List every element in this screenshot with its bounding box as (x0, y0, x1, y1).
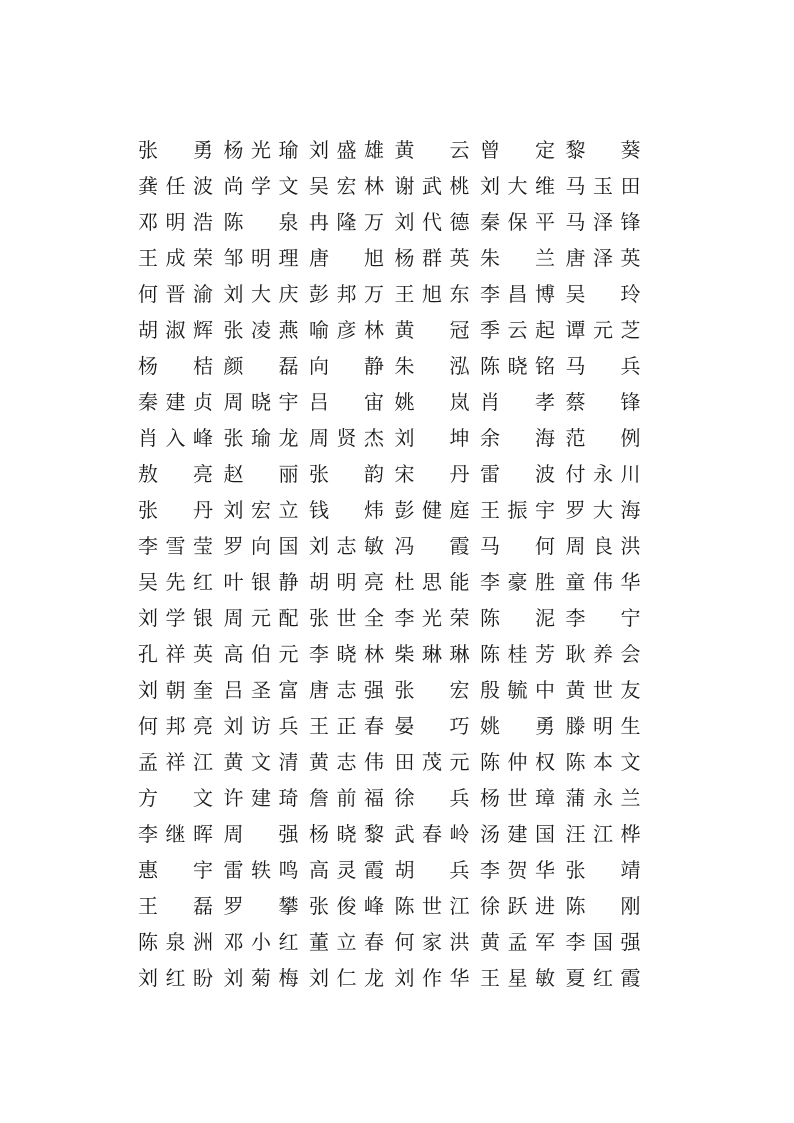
name-entry: 许 建 琦 (223, 786, 299, 810)
name-entry: 陈 晓 铭 (480, 354, 555, 378)
name-entry: 刘 代 德 (394, 210, 470, 234)
name-entry: 陈 本 文 (565, 750, 641, 774)
name-entry: 李 继 晖 (138, 822, 213, 846)
name-entry: 季 云 起 (480, 318, 555, 342)
name-entry: 刘 盛 雄 (309, 138, 384, 162)
name-entry: 李 国 强 (565, 930, 641, 954)
name-entry: 雷 波 (480, 462, 555, 486)
name-entry: 冯 霞 (394, 534, 470, 558)
name-entry: 陈 仲 权 (480, 750, 555, 774)
name-entry: 汪 江 桦 (565, 822, 641, 846)
name-entry: 刘 坤 (394, 426, 470, 450)
name-entry: 杜 思 能 (394, 570, 470, 594)
name-entry: 刘 访 兵 (223, 714, 299, 738)
name-entry: 李 昌 博 (480, 282, 555, 306)
name-entry: 陈 世 江 (394, 894, 470, 918)
name-entry: 罗 大 海 (565, 498, 641, 522)
name-entry: 晏 巧 (394, 714, 470, 738)
name-entry: 胡 兵 (394, 858, 470, 882)
name-entry: 张 世 全 (309, 606, 384, 630)
name-entry: 惠 宇 (138, 858, 213, 882)
name-entry: 王 旭 东 (394, 282, 470, 306)
name-entry: 龚 任 波 (138, 174, 213, 198)
name-entry: 彭 健 庭 (394, 498, 470, 522)
name-entry: 黄 孟 军 (480, 930, 555, 954)
name-entry: 罗 攀 (223, 894, 299, 918)
name-entry: 张 凌 燕 (223, 318, 299, 342)
name-entry: 黄 志 伟 (309, 750, 384, 774)
name-entry: 周 贤 杰 (309, 426, 384, 450)
name-entry: 殷 毓 中 (480, 678, 555, 702)
name-entry: 孟 祥 江 (138, 750, 213, 774)
name-entry: 马 何 (480, 534, 555, 558)
name-entry: 童 伟 华 (565, 570, 641, 594)
name-entry: 曾 定 (480, 138, 555, 162)
name-entry: 吕 圣 富 (223, 678, 299, 702)
name-entry: 李 雪 莹 (138, 534, 213, 558)
name-entry: 柴 琳 琳 (394, 642, 470, 666)
name-entry: 李 贺 华 (480, 858, 555, 882)
name-entry: 李 晓 林 (309, 642, 384, 666)
name-entry: 刘 菊 梅 (223, 966, 299, 990)
name-entry: 杨 光 瑜 (223, 138, 299, 162)
name-entry: 唐 泽 英 (565, 246, 641, 270)
name-entry: 姚 岚 (394, 390, 470, 414)
name-entry: 罗 向 国 (223, 534, 299, 558)
name-entry: 刘 学 银 (138, 606, 213, 630)
name-entry: 赵 丽 (223, 462, 299, 486)
name-entry: 张 宏 (394, 678, 470, 702)
name-entry: 李 宁 (565, 606, 641, 630)
name-entry: 颜 磊 (223, 354, 299, 378)
name-entry: 唐 旭 (309, 246, 384, 270)
name-entry: 刘 大 维 (480, 174, 555, 198)
name-entry: 范 例 (565, 426, 641, 450)
name-entry: 夏 红 霞 (565, 966, 641, 990)
name-entry: 张 瑜 龙 (223, 426, 299, 450)
name-entry: 敖 亮 (138, 462, 213, 486)
name-entry: 张 韵 (309, 462, 384, 486)
name-entry: 李 豪 胜 (480, 570, 555, 594)
name-entry: 黄 云 (394, 138, 470, 162)
name-entry: 肖 孝 (480, 390, 555, 414)
name-entry: 叶 银 静 (223, 570, 299, 594)
name-entry: 王 磊 (138, 894, 213, 918)
name-entry: 姚 勇 (480, 714, 555, 738)
name-entry: 邓 明 浩 (138, 210, 213, 234)
name-entry: 向 静 (309, 354, 384, 378)
name-entry: 余 海 (480, 426, 555, 450)
name-entry: 高 伯 元 (223, 642, 299, 666)
name-entry: 周 良 洪 (565, 534, 641, 558)
name-entry: 邓 小 红 (223, 930, 299, 954)
name-entry: 董 立 春 (309, 930, 384, 954)
name-entry: 喻 彦 林 (309, 318, 384, 342)
name-entry: 邹 明 理 (223, 246, 299, 270)
name-entry: 王 正 春 (309, 714, 384, 738)
name-entry: 蔡 锋 (565, 390, 641, 414)
name-entry: 高 灵 霞 (309, 858, 384, 882)
name-entry: 秦 保 平 (480, 210, 555, 234)
name-entry: 孔 祥 英 (138, 642, 213, 666)
name-entry: 詹 前 福 (309, 786, 384, 810)
name-entry: 张 靖 (565, 858, 641, 882)
name-entry: 付 永 川 (565, 462, 641, 486)
name-entry: 朱 泓 (394, 354, 470, 378)
name-entry: 肖 入 峰 (138, 426, 213, 450)
name-entry: 马 泽 锋 (565, 210, 641, 234)
name-entry: 何 晋 渝 (138, 282, 213, 306)
name-entry: 尚 学 文 (223, 174, 299, 198)
name-entry: 刘 仁 龙 (309, 966, 384, 990)
name-entry: 胡 明 亮 (309, 570, 384, 594)
name-entry: 刘 朝 奎 (138, 678, 213, 702)
name-entry: 周 强 (223, 822, 299, 846)
name-entry: 谭 元 芝 (565, 318, 641, 342)
name-entry: 吴 先 红 (138, 570, 213, 594)
name-entry: 张 俊 峰 (309, 894, 384, 918)
name-entry: 秦 建 贞 (138, 390, 213, 414)
name-list (138, 132, 651, 996)
name-entry: 王 星 敏 (480, 966, 555, 990)
name-entry: 马 玉 田 (565, 174, 641, 198)
name-entry: 马 兵 (565, 354, 641, 378)
name-entry: 黄 冠 (394, 318, 470, 342)
name-entry: 杨 世 璋 (480, 786, 555, 810)
name-entry: 蒲 永 兰 (565, 786, 641, 810)
name-entry: 杨 桔 (138, 354, 213, 378)
name-entry: 耿 养 会 (565, 642, 641, 666)
name-entry: 黄 世 友 (565, 678, 641, 702)
name-entry: 黎 葵 (565, 138, 641, 162)
name-entry: 胡 淑 辉 (138, 318, 213, 342)
name-entry: 宋 丹 (394, 462, 470, 486)
name-entry: 冉 隆 万 (309, 210, 384, 234)
name-entry: 汤 建 国 (480, 822, 555, 846)
name-entry: 唐 志 强 (309, 678, 384, 702)
name-entry: 彭 邦 万 (309, 282, 384, 306)
name-entry: 王 振 宇 (480, 498, 555, 522)
name-entry: 田 茂 元 (394, 750, 470, 774)
name-entry: 刘 宏 立 (223, 498, 299, 522)
name-entry: 方 文 (138, 786, 213, 810)
name-entry: 朱 兰 (480, 246, 555, 270)
name-entry: 张 丹 (138, 498, 213, 522)
name-entry: 刘 志 敏 (309, 534, 384, 558)
name-entry: 滕 明 生 (565, 714, 641, 738)
name-entry: 吕 宙 (309, 390, 384, 414)
name-entry: 吴 玲 (565, 282, 641, 306)
name-entry: 刘 作 华 (394, 966, 470, 990)
name-entry: 雷 轶 鸣 (223, 858, 299, 882)
name-entry: 陈 泉 (223, 210, 299, 234)
name-entry: 徐 兵 (394, 786, 470, 810)
name-entry: 杨 群 英 (394, 246, 470, 270)
name-entry: 刘 红 盼 (138, 966, 213, 990)
name-entry: 黄 文 清 (223, 750, 299, 774)
name-entry: 王 成 荣 (138, 246, 213, 270)
name-entry: 吴 宏 林 (309, 174, 384, 198)
name-entry: 刘 大 庆 (223, 282, 299, 306)
name-entry: 陈 桂 芳 (480, 642, 555, 666)
name-entry: 张 勇 (138, 138, 213, 162)
name-entry: 杨 晓 黎 (309, 822, 384, 846)
name-entry: 陈 泥 (480, 606, 555, 630)
name-entry: 谢 武 桃 (394, 174, 470, 198)
name-entry: 何 邦 亮 (138, 714, 213, 738)
name-entry: 武 春 岭 (394, 822, 470, 846)
name-entry: 李 光 荣 (394, 606, 470, 630)
name-entry: 何 家 洪 (394, 930, 470, 954)
name-entry: 钱 炜 (309, 498, 384, 522)
name-entry: 陈 泉 洲 (138, 930, 213, 954)
name-entry: 周 元 配 (223, 606, 299, 630)
name-entry: 周 晓 宇 (223, 390, 299, 414)
name-entry: 徐 跃 进 (480, 894, 555, 918)
name-entry: 陈 刚 (565, 894, 641, 918)
